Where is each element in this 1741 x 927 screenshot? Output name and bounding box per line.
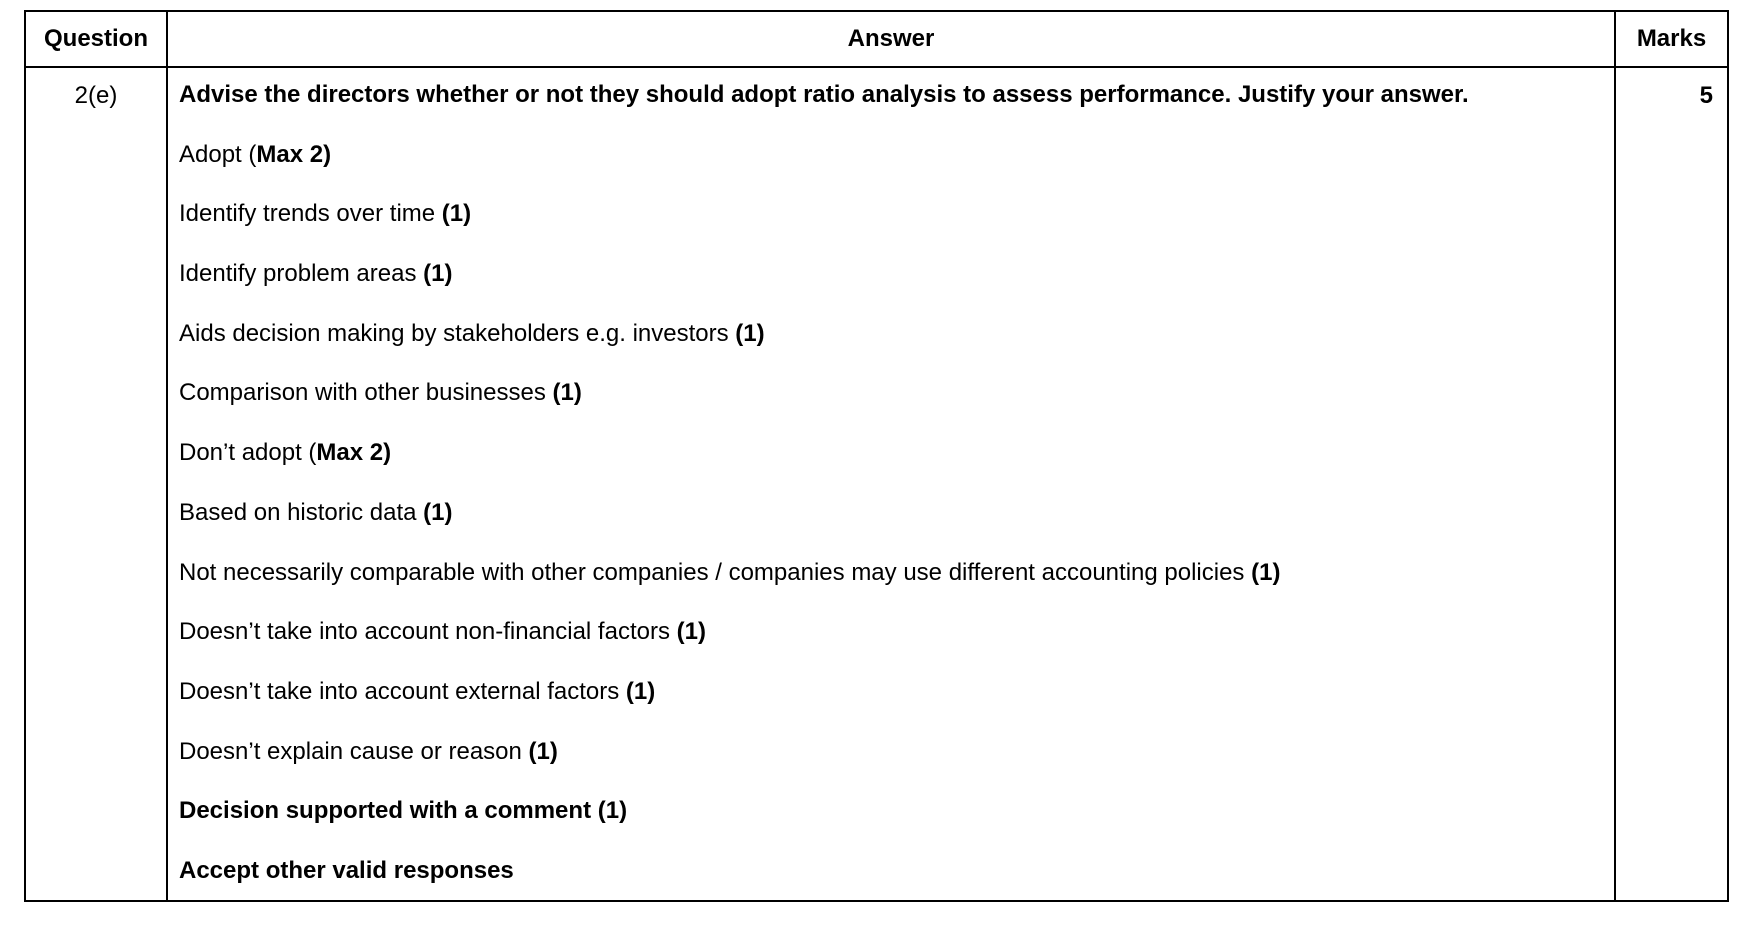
item-mark: (1)	[423, 260, 453, 288]
list-item	[179, 140, 1604, 170]
question-number: 2(e)	[25, 67, 167, 901]
accept-other-note: Accept other valid responses	[179, 856, 514, 884]
item-mark: (1)	[1251, 558, 1281, 586]
list-item	[179, 677, 1604, 707]
item-text: Identify problem areas	[179, 260, 424, 288]
item-mark: (1)	[625, 677, 656, 705]
decision-criterion: Decision supported with a comment (1)	[179, 797, 628, 825]
item-mark: Max 2)	[256, 140, 332, 168]
item-mark: (1)	[552, 379, 582, 407]
question-header: Question	[25, 11, 167, 67]
header-row	[25, 11, 1728, 67]
item-text: Aids decision making by stakeholders e.g. investors	[179, 319, 736, 347]
list-item	[179, 259, 1604, 289]
list-item	[179, 199, 1604, 229]
item-text: Not necessarily comparable with other companies / companies may use different accounting policies	[179, 558, 1252, 586]
list-item	[179, 737, 1604, 767]
item-text: Doesn’t take into account external factors	[179, 677, 626, 705]
list-item	[179, 498, 1604, 528]
answer-cell	[167, 67, 1615, 901]
item-mark: (1)	[423, 498, 453, 526]
question-prompt: Advise the directors whether or not they should adopt ratio analysis to assess performance. Justify your answer.	[179, 81, 1469, 108]
item-mark: Max 2)	[316, 439, 392, 467]
item-text: Don’t adopt (	[179, 439, 317, 467]
item-text: Doesn’t explain cause or reason	[179, 737, 529, 765]
list-item	[179, 617, 1604, 647]
item-mark: (1)	[528, 737, 558, 765]
answer-header: Answer	[167, 11, 1615, 67]
marks-header: Marks	[1615, 11, 1728, 67]
item-text: Doesn’t take into account non-financial factors	[179, 618, 677, 646]
item-mark: (1)	[735, 319, 765, 347]
mark-scheme-table	[24, 10, 1729, 902]
item-mark: (1)	[441, 200, 472, 228]
list-item	[179, 558, 1604, 588]
item-text: Based on historic data	[179, 498, 424, 526]
item-text: Comparison with other businesses	[179, 379, 553, 407]
list-item	[179, 319, 1604, 349]
item-text: Adopt (	[179, 140, 257, 168]
table-row	[25, 67, 1728, 901]
list-item	[179, 378, 1604, 408]
item-text: Identify trends over time	[179, 200, 442, 228]
marks-value: 5	[1615, 67, 1728, 901]
item-mark: (1)	[676, 618, 706, 646]
list-item	[179, 438, 1604, 468]
